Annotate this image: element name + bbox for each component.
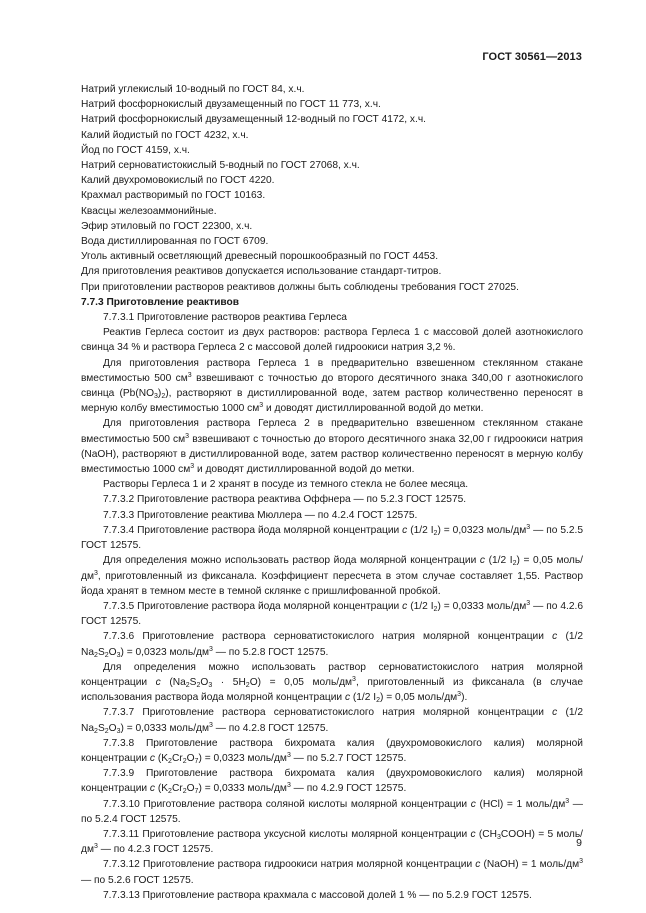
reagent-item: Натрий серноватистокислый 5-водный по ГОСТ 27068, х.ч. — [81, 160, 360, 172]
paragraph-7733: 7.7.3.3 Приготовление реактива Мюллера — по 4.2.4 ГОСТ 12575. — [103, 509, 418, 521]
reagent-item: При приготовлении растворов реактивов должны быть соблюдены требования ГОСТ 27025. — [81, 281, 519, 293]
reagent-item: Вода дистиллированная по ГОСТ 6709. — [81, 236, 269, 248]
reagent-item: Эфир этиловый по ГОСТ 22300, х.ч. — [81, 220, 253, 232]
reagent-list — [81, 82, 583, 295]
document-header: ГОСТ 30561—2013 — [482, 51, 582, 63]
paragraph-7739: 7.7.3.9 Приготовление раствора бихромата калия (двухромовокислого калия) молярной концентрации c $(K_2Cr_2O_7) = 0,0333$ моль/$дм^3$ — по 4.2.9 ГОСТ 12575. — [81, 768, 583, 796]
reagent-item: Калий двухромовокислый по ГОСТ 4220. — [81, 175, 275, 187]
reagent-item: Натрий фосфорнокислый двузамещенный 12-водный по ГОСТ 4172, х.ч. — [81, 114, 426, 126]
paragraph-fixanal-thiosulfate: Для определения можно использовать раствор серноватистокислого натрия молярной концентрации c $(Na_2S_2O_3 \cdot 5H_2O) = 0,05$ моль/$дм^3$, приготовленный из фиксанала (в случае использования раствора йода молярной концентрации c (1/2 $I_2) = 0,05$ моль/$дм^3$). — [81, 661, 583, 705]
paragraph-7738: 7.7.3.8 Приготовление раствора бихромата калия (двухромовокислого калия) молярной концентрации c $(K_2Cr_2O_7) = 0,0323$ моль/$дм^3$ — по 5.2.7 ГОСТ 12575. — [81, 737, 583, 765]
reagent-item: Калий йодистый по ГОСТ 4232, х.ч. — [81, 129, 249, 141]
paragraph-7736: 7.7.3.6 Приготовление раствора серноватистокислого натрия молярной концентрации c (1/2 $Na_2S_2O_3) = 0,0323$ моль/$дм^3$ — по 5.2.8 ГОСТ 12575. — [81, 631, 584, 659]
reagent-item: Йод по ГОСТ 4159, х.ч. — [81, 144, 190, 156]
reagent-item: Натрий углекислый 10-водный по ГОСТ 84, х.ч. — [81, 84, 305, 95]
reagent-item: Квасцы железоаммонийные. — [81, 205, 217, 217]
section-title: 7.7.3 Приготовление реактивов — [81, 296, 240, 308]
paragraph-storage: Растворы Герлеса 1 и 2 хранят в посуде из темного стекла не более месяца. — [103, 479, 469, 491]
paragraph-77313: 7.7.3.13 Приготовление раствора крахмала с массовой долей 1 % — по 5.2.9 ГОСТ 12575. — [103, 889, 532, 901]
paragraph-77310: 7.7.3.10 Приготовление раствора соляной кислоты молярной концентрации c (HCl) = 1 моль/$дм^3$ — по 5.2.4 ГОСТ 12575. — [81, 797, 583, 825]
document-body — [81, 82, 583, 903]
paragraph-77311: 7.7.3.11 Приготовление раствора уксусной кислоты молярной концентрации c $(CH_3COOH) = 5$ моль/$дм^3$ — по 4.2.3 ГОСТ 12575. — [81, 828, 583, 856]
paragraph-7734: 7.7.3.4 Приготовление раствора йода молярной концентрации c (1/2 $I_2) = 0,0323$ моль/$дм^3$ — по 5.2.5 ГОСТ 12575. — [81, 523, 584, 552]
reagent-item: Натрий фосфорнокислый двузамещенный по ГОСТ 11 773, х.ч. — [81, 99, 381, 111]
paragraph-7731: 7.7.3.1 Приготовление растворов реактива Герлеса — [103, 312, 347, 324]
reagent-item: Крахмал растворимый по ГОСТ 10163. — [81, 190, 266, 202]
reagent-item: Уголь активный осветляющий древесный порошкообразный по ГОСТ 4453. — [81, 251, 439, 263]
page-number: 9 — [576, 837, 582, 849]
paragraph-gerles: Реактив Герлеса состоит из двух растворов: раствора Герлеса 1 с массовой долей азотнокислого свинца 34 % и раствора Герлеса 2 с массовой долей гидроокиси натрия 3,2 %. — [81, 327, 583, 354]
paragraph-7737: 7.7.3.7 Приготовление раствора серноватистокислого натрия молярной концентрации c (1/2 $Na_2S_2O_3) = 0,0333$ моль/$дм^3$ — по 4.2.8 ГОСТ 12575. — [81, 707, 584, 735]
paragraph-gerles-2: Для приготовления раствора Герлеса 2 в предварительно взвешенном стеклянном стакане вместимостью 500 $см^3$ взвешивают с точностью до второго десятичного знака 32,00 г гидроокиси натрия (NaOH), растворяют в дистиллированной воде, затем раствор количественно переносят в мерную колбу вместимостью 1000 $см^3$ и доводят дистиллированной водой до метки. — [81, 418, 583, 476]
reagent-item: Для приготовления реактивов допускается использование стандарт-титров. — [81, 266, 442, 278]
paragraph-gerles-1: Для приготовления раствора Герлеса 1 в предварительно взвешенном стеклянном стакане вместимостью 500 $см^3$ взвешивают с точностью до второго десятичного знака 340,00 г азотнокислого свинца $(Pb(NO_3)_2)$, растворяют в дистиллированной воде, затем раствор количественно переносят в мерную колбу вместимостью 1000 $см^3$ и доводят дистиллированной водой до метки. — [81, 357, 584, 415]
paragraph-7732: 7.7.3.2 Приготовление раствора реактива Оффнера — по 5.2.3 ГОСТ 12575. — [103, 494, 467, 506]
paragraph-7735: 7.7.3.5 Приготовление раствора йода молярной концентрации c (1/2 $I_2) = 0,0333$ моль/$дм^3$ — по 4.2.6 ГОСТ 12575. — [81, 599, 584, 628]
paragraph-fixanal-iodine: Для определения можно использовать раствор йода молярной концентрации c (1/2 $I_2) = 0,05$ моль/$дм^3$, приготовленный из фиксанала. Коэффициент пересчета в этом случае составляет 1,55. Раствор йода хранят в темном месте в темной склянке с пришлифованной пробкой. — [81, 555, 584, 597]
paragraph-77312: 7.7.3.12 Приготовление раствора гидроокиси натрия молярной концентрации c (NaOH) = 1 моль/$дм^3$ — по 5.2.6 ГОСТ 12575. — [81, 858, 584, 886]
